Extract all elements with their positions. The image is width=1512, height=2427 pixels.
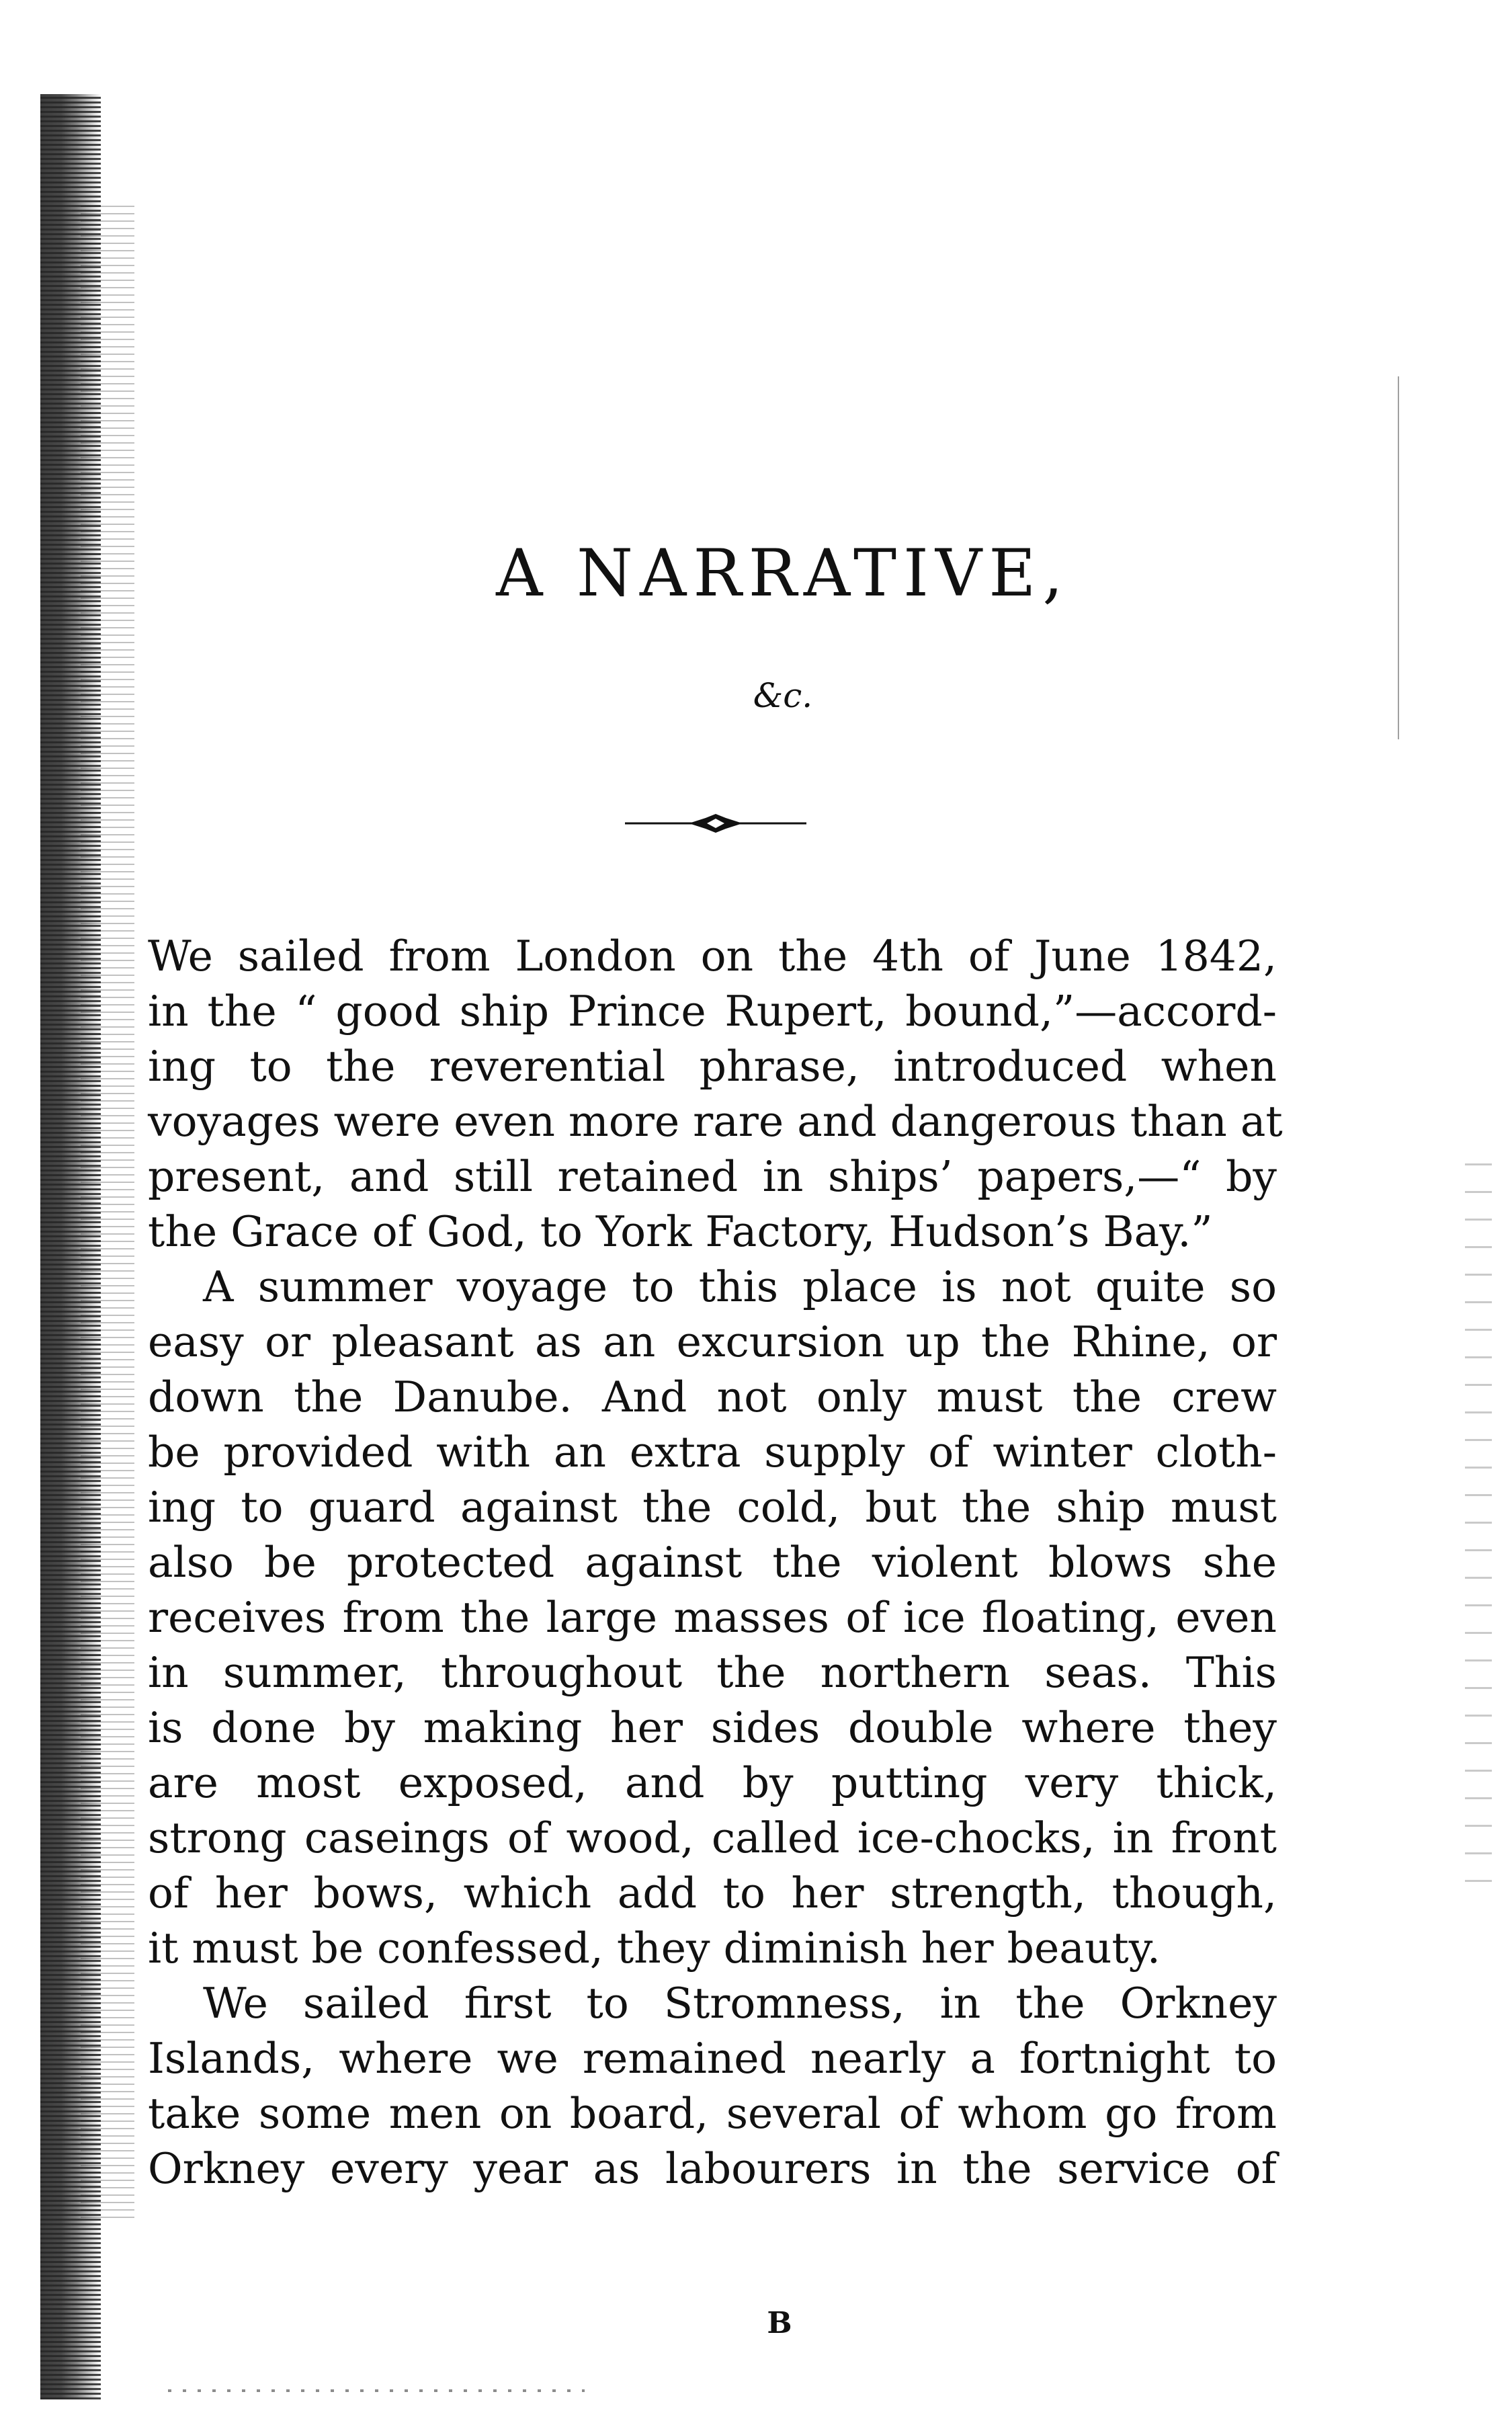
text-line: strong caseings of wood, called ice-chocks, in front (148, 1813, 1277, 1862)
paragraph-2 (148, 1260, 1277, 1976)
chapter-subtitle: &c. (753, 676, 813, 715)
binding-edge-texture (81, 202, 134, 2218)
paragraph-1 (148, 929, 1283, 1260)
text-line: ing to guard against the cold, but the ship must (148, 1483, 1277, 1532)
text-line: A summer voyage to this place is not quite so (203, 1262, 1277, 1311)
text-line: We sailed from London on the 4th of June 1842, (148, 932, 1277, 981)
diamond-rule-ornament-icon (625, 810, 806, 837)
text-line: receives from the large masses of ice floating, even (148, 1593, 1277, 1642)
chapter-title: A NARRATIVE, (496, 536, 1070, 611)
text-line: ing to the reverential phrase, introduced when (148, 1042, 1277, 1091)
body-text (148, 929, 1283, 2196)
text-line: present, and still retained in ships’ papers,—“ by (148, 1152, 1277, 1201)
text-line: it must be confessed, they diminish her beauty. (148, 1924, 1161, 1973)
text-line: the Grace of God, to York Factory, Hudson’s Bay.” (148, 1207, 1213, 1256)
text-line: also be protected against the violent blows she (148, 1538, 1277, 1587)
margin-specks (1465, 1143, 1492, 1882)
text-line: are most exposed, and by putting very thick, (148, 1758, 1277, 1807)
text-line: Islands, where we remained nearly a fortnight to (148, 2034, 1277, 2083)
signature-mark: B (767, 2306, 792, 2340)
text-line: of her bows, which add to her strength, though, (148, 1868, 1277, 1918)
text-line: We sailed first to Stromness, in the Orkney (203, 1979, 1277, 2028)
text-line: voyages were even more rare and dangerous than at (148, 1097, 1283, 1146)
text-line: be provided with an extra supply of winter cloth- (148, 1428, 1277, 1477)
text-line: take some men on board, several of whom go from (148, 2089, 1277, 2138)
text-line: in the “ good ship Prince Rupert, bound,”—accord- (148, 987, 1277, 1036)
text-line: down the Danube. And not only must the crew (148, 1372, 1277, 1422)
text-line: in summer, throughout the northern seas. This (148, 1648, 1277, 1697)
paragraph-3 (148, 1976, 1277, 2196)
bottom-specks (168, 2389, 585, 2392)
text-line: Orkney every year as labourers in the service of (148, 2144, 1277, 2193)
text-line: is done by making her sides double where they (148, 1703, 1277, 1752)
text-line: easy or pleasant as an excursion up the Rhine, or (148, 1317, 1277, 1366)
